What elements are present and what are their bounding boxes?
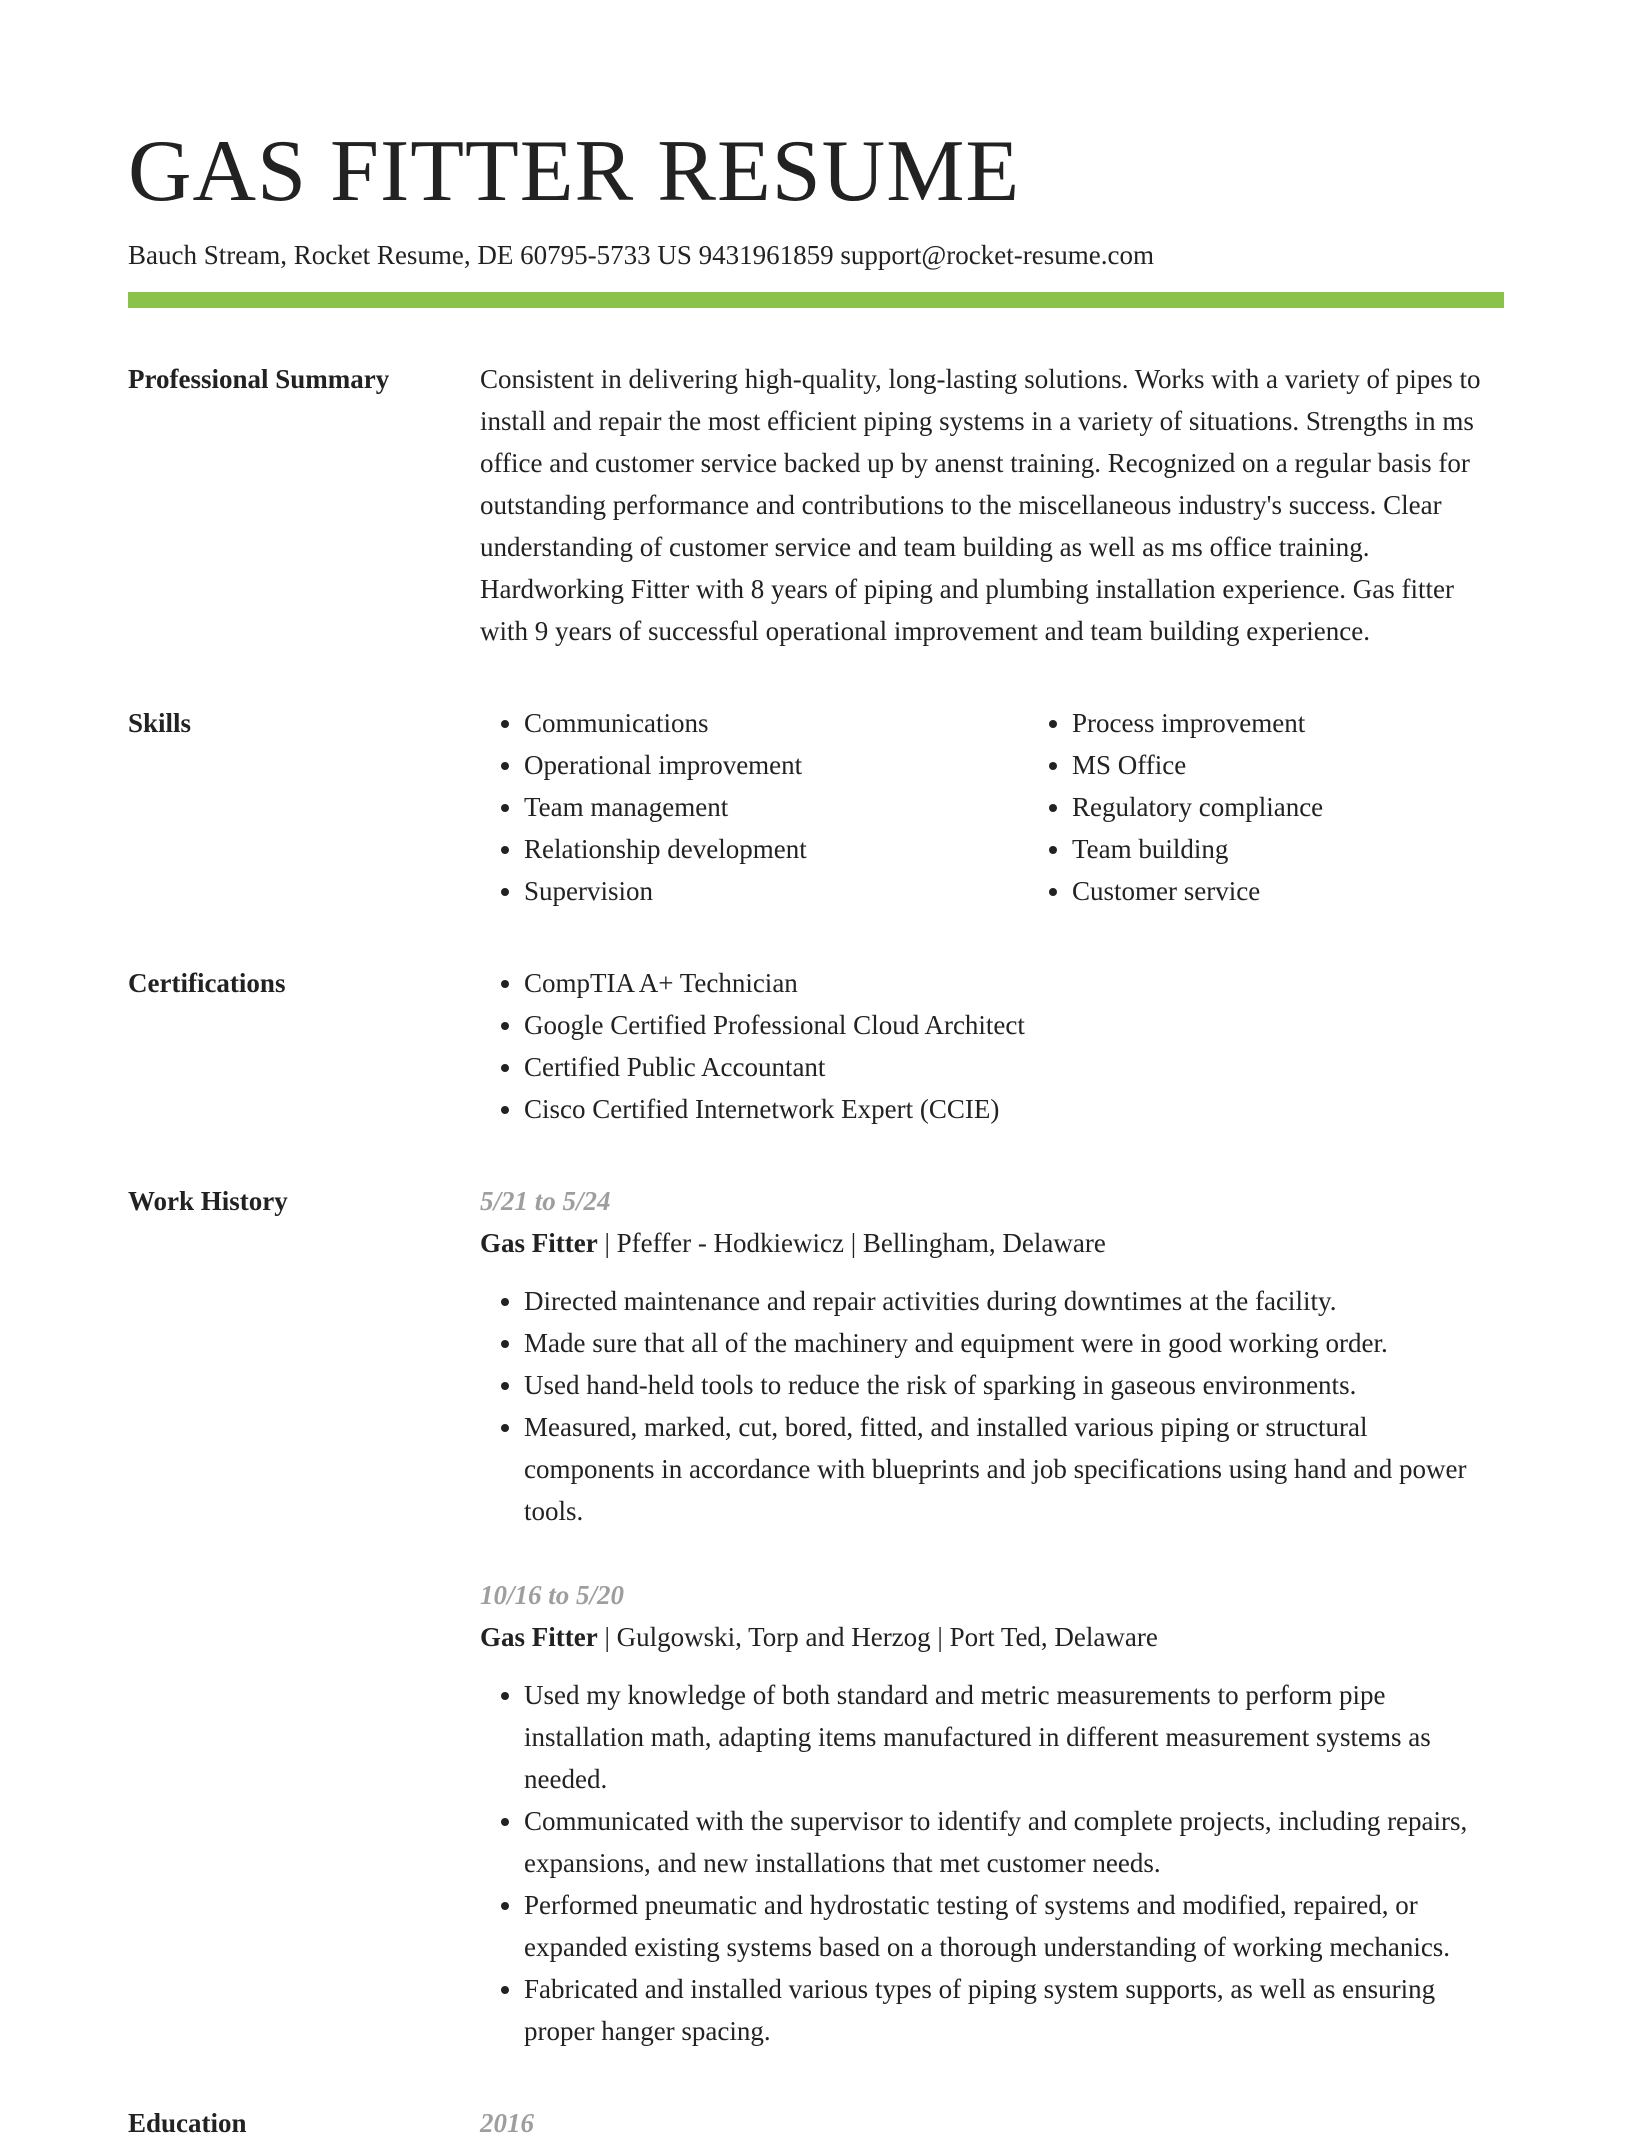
job-bullet: • Used my knowledge of both standard and metric measurements to perform pipe installation math, adapting items manufactured in different measurement systems as needed. — [524, 1674, 1504, 1800]
certifications-label: Certifications — [128, 968, 286, 998]
job-entry — [480, 1180, 1504, 1532]
skill-item: • Supervision — [524, 870, 1028, 912]
resume-page — [128, 0, 1504, 2144]
job-bullets — [480, 1280, 1504, 1532]
resume-title: GAS FITTER RESUME — [128, 123, 1021, 220]
education-dates: 2016 — [480, 2108, 534, 2138]
work-history-content — [480, 1180, 1504, 2052]
certifications-section — [128, 962, 1504, 1130]
certification-item: • Google Certified Professional Cloud Architect — [524, 1004, 1504, 1046]
skills-list-right — [1028, 702, 1576, 912]
skill-item: • MS Office — [1072, 744, 1576, 786]
certification-item: • CompTIA A+ Technician — [524, 962, 1504, 1004]
job-heading — [480, 1222, 1504, 1264]
job-bullet: • Made sure that all of the machinery and equipment were in good working order. — [524, 1322, 1504, 1364]
contact-line — [128, 238, 1504, 272]
accent-divider — [128, 292, 1504, 308]
education-content — [480, 2102, 1504, 2144]
job-dates: 10/16 to 5/20 — [480, 1580, 625, 1610]
skill-item: • Relationship development — [524, 828, 1028, 870]
job-bullet: • Used hand-held tools to reduce the risk of sparking in gaseous environments. — [524, 1364, 1504, 1406]
job-dates: 5/21 to 5/24 — [480, 1186, 611, 1216]
job-entry — [480, 1574, 1504, 2052]
work-history-label: Work History — [128, 1186, 288, 1216]
job-bullets — [480, 1674, 1504, 2052]
contact-address: Bauch Stream, Rocket Resume, DE 60795-5733 US — [128, 240, 692, 270]
skill-item: • Process improvement — [1072, 702, 1576, 744]
education-section — [128, 2102, 1504, 2144]
skill-item: • Regulatory compliance — [1072, 786, 1576, 828]
certification-item: • Cisco Certified Internetwork Expert (CCIE) — [524, 1088, 1504, 1130]
education-label: Education — [128, 2108, 247, 2138]
job-bullet: • Performed pneumatic and hydrostatic testing of systems and modified, repaired, or expanded existing systems based on a thorough understanding of working mechanics. — [524, 1884, 1504, 1968]
job-bullet: • Fabricated and installed various types of piping system supports, as well as ensuring proper hanger spacing. — [524, 1968, 1504, 2052]
certifications-content — [480, 962, 1504, 1130]
job-title: Gas Fitter — [480, 1622, 598, 1652]
skill-item: • Team management — [524, 786, 1028, 828]
job-bullet: • Communicated with the supervisor to identify and complete projects, including repairs, expansions, and new installations that met customer needs. — [524, 1800, 1504, 1884]
job-details: | Gulgowski, Torp and Herzog | Port Ted, Delaware — [597, 1622, 1158, 1652]
certification-item: • Certified Public Accountant — [524, 1046, 1504, 1088]
skills-content — [480, 702, 1576, 912]
summary-label: Professional Summary — [128, 364, 390, 394]
job-bullet: • Directed maintenance and repair activities during downtimes at the facility. — [524, 1280, 1504, 1322]
job-heading — [480, 1616, 1504, 1658]
job-details: | Pfeffer - Hodkiewicz | Bellingham, Delaware — [597, 1228, 1106, 1258]
skill-item: • Customer service — [1072, 870, 1576, 912]
skill-item: • Communications — [524, 702, 1028, 744]
job-bullet: • Measured, marked, cut, bored, fitted, and installed various piping or structural components in accordance with blueprints and job specifications using hand and power tools. — [524, 1406, 1504, 1532]
skill-item: • Team building — [1072, 828, 1576, 870]
work-history-section — [128, 1180, 1504, 2052]
summary-section — [128, 358, 1504, 652]
contact-phone: 9431961859 — [698, 240, 834, 270]
job-title: Gas Fitter — [480, 1228, 598, 1258]
skills-label: Skills — [128, 708, 192, 738]
skills-list-left — [480, 702, 1028, 912]
summary-text: Consistent in delivering high-quality, long-lasting solutions. Works with a variety of pipes to install and repair the most efficient piping systems in a variety of situations. Strengths in ms office and customer service backed up by anenst training. Recognized on a regular basis for outstanding performance and contributions to the miscellaneous industry's success. Clear understanding of customer service and team building as well as ms office training. Hardworking Fitter with 8 years of piping and plumbing installation experience. Gas fitter with 9 years of successful operational improvement and team building experience. — [480, 364, 1481, 646]
certifications-list — [480, 962, 1504, 1130]
skills-section — [128, 702, 1504, 912]
contact-email: support@rocket-resume.com — [840, 240, 1154, 270]
summary-content — [480, 358, 1504, 652]
skill-item: • Operational improvement — [524, 744, 1028, 786]
